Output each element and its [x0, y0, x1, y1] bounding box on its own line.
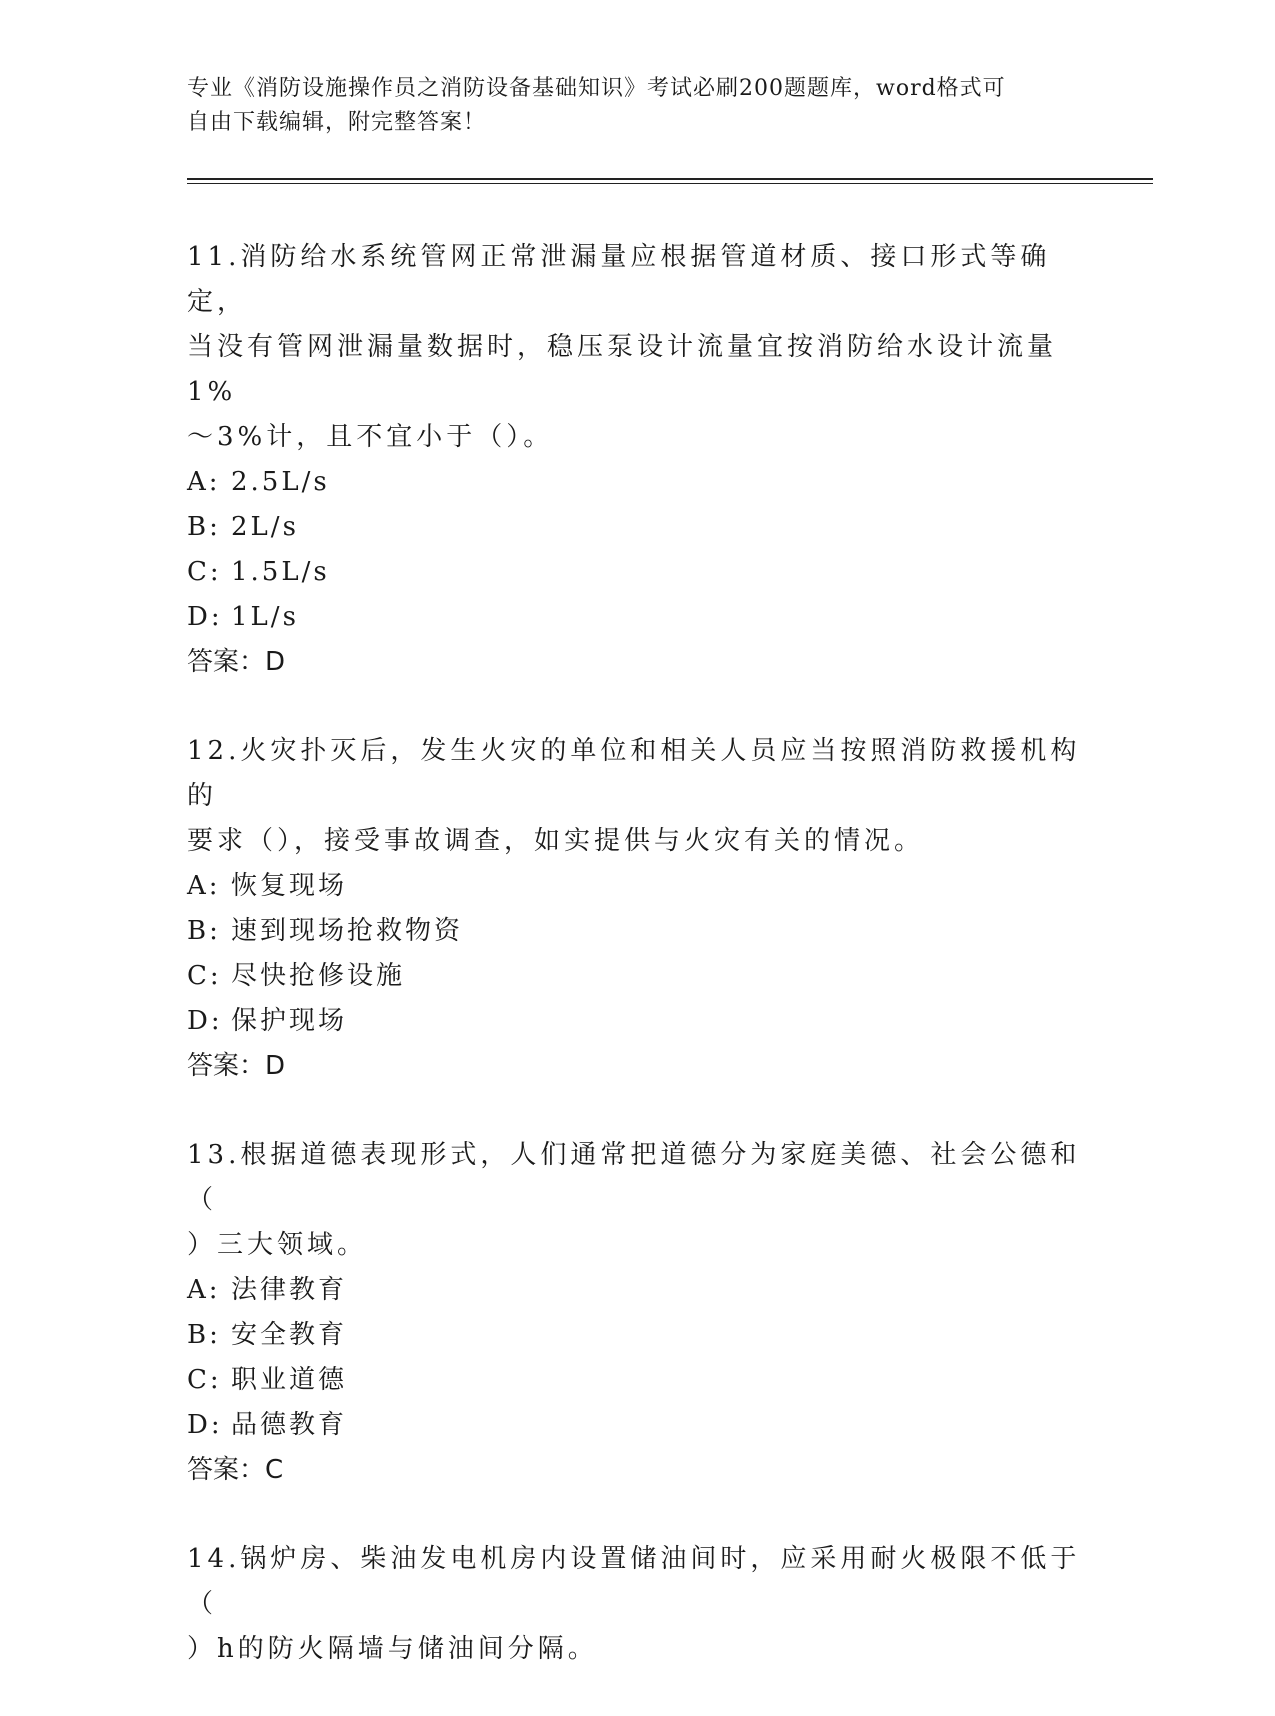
- answer: 答案：C: [187, 1455, 284, 1485]
- option-d: D: 1L/s: [187, 602, 299, 632]
- option-b: B: 速到现场抢救物资: [187, 916, 464, 946]
- question-line: 当没有管网泄漏量数据时，稳压泵设计流量宜按消防给水设计流量1%: [187, 332, 1058, 407]
- question-13: [187, 1133, 1087, 1493]
- option-d: D: 保护现场: [187, 1006, 348, 1036]
- option-d: D: 品德教育: [187, 1410, 348, 1440]
- question-12: [187, 729, 1087, 1089]
- header-line-2: 自由下载编辑，附完整答案！: [187, 110, 487, 135]
- question-line: ～3%计，且不宜小于（）。: [187, 422, 554, 452]
- option-c: C: 职业道德: [187, 1365, 348, 1395]
- question-line: ）h的防火隔墙与储油间分隔。: [187, 1634, 598, 1664]
- option-c: C: 1.5L/s: [187, 557, 330, 587]
- option-b: B: 2L/s: [187, 512, 299, 542]
- question-line: 14.锅炉房、柴油发电机房内设置储油间时，应采用耐火极限不低于（: [187, 1544, 1081, 1619]
- answer: 答案：D: [187, 647, 286, 677]
- option-c: C: 尽快抢修设施: [187, 961, 406, 991]
- header-rule-thick: [187, 178, 1153, 180]
- header-line-1: 专业《消防设施操作员之消防设备基础知识》考试必刷200题题库，word格式可: [187, 76, 1006, 101]
- option-a: A: 恢复现场: [187, 871, 348, 901]
- question-line: 12.火灾扑灭后，发生火灾的单位和相关人员应当按照消防救援机构的: [187, 736, 1081, 811]
- option-a: A: 2.5L/s: [187, 467, 330, 497]
- question-line: 13.根据道德表现形式，人们通常把道德分为家庭美德、社会公德和（: [187, 1140, 1081, 1215]
- document-header: [187, 72, 1067, 140]
- question-line: ）三大领域。: [187, 1230, 368, 1260]
- option-a: A: 法律教育: [187, 1275, 348, 1305]
- header-rule-thin: [187, 183, 1153, 184]
- question-line: 要求（），接受事故调查，如实提供与火灾有关的情况。: [187, 826, 925, 856]
- question-list: [187, 235, 1087, 1716]
- question-11: [187, 235, 1087, 685]
- answer: 答案：D: [187, 1051, 286, 1081]
- question-14: [187, 1537, 1087, 1672]
- option-b: B: 安全教育: [187, 1320, 348, 1350]
- question-line: 11.消防给水系统管网正常泄漏量应根据管道材质、接口形式等确定，: [187, 242, 1051, 317]
